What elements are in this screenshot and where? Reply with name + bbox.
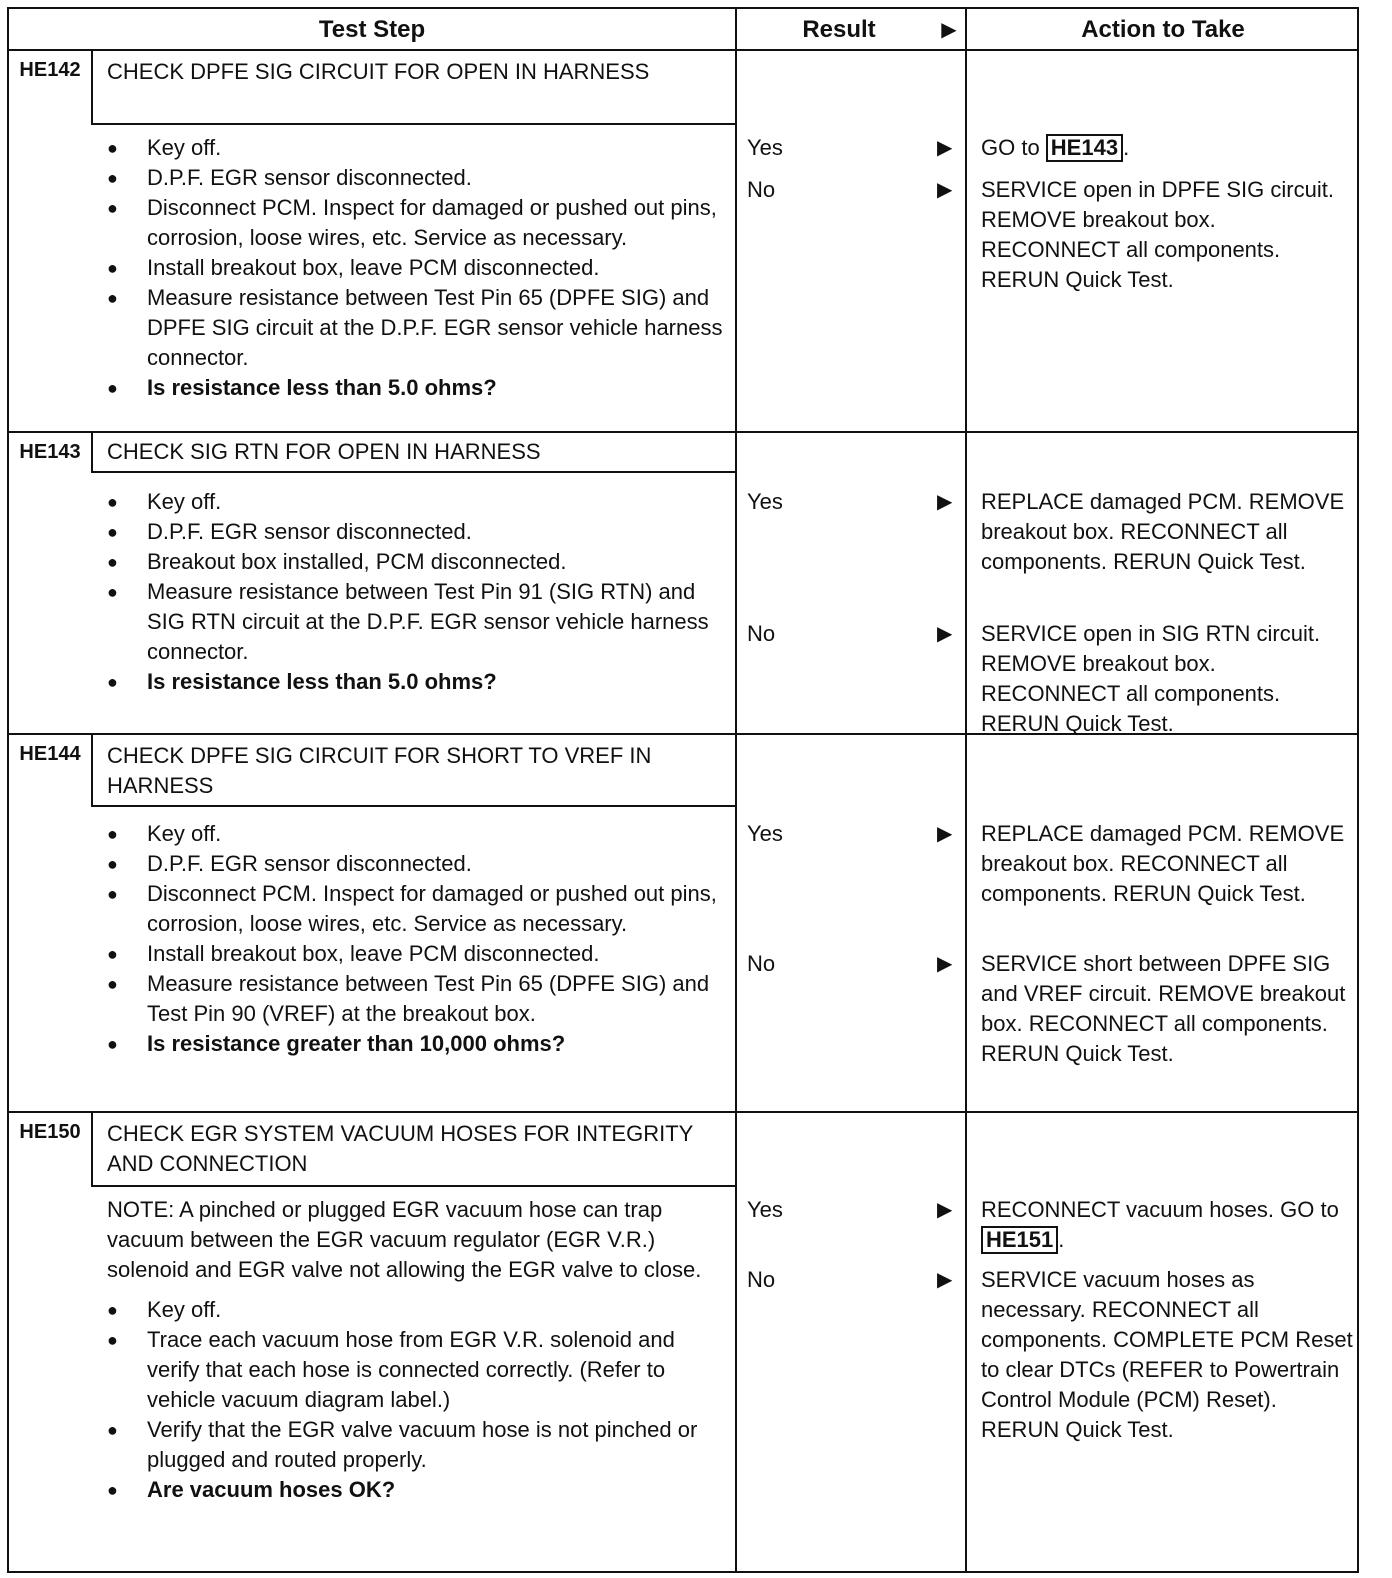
list-item: ● Verify that the EGR valve vacuum hose is not pinched or plugged and routed properly.	[107, 1415, 727, 1475]
header-result: Result	[802, 16, 876, 43]
step-title: CHECK SIG RTN FOR OPEN IN HARNESS	[107, 439, 541, 464]
step-title: CHECK EGR SYSTEM VACUUM HOSES FOR INTEGRITY AND CONNECTION	[107, 1121, 693, 1176]
arrow-icon: ▶	[937, 1269, 953, 1291]
step-code: HE144	[19, 743, 81, 765]
step-code: HE142	[19, 59, 81, 81]
result-yes: Yes	[747, 1197, 783, 1222]
arrow-icon: ▶	[937, 953, 953, 975]
header-test-step: Test Step	[318, 16, 426, 43]
list-item: ● D.P.F. EGR sensor disconnected.	[107, 517, 727, 547]
result-yes: Yes	[747, 135, 783, 160]
action-no: SERVICE open in SIG RTN circuit. REMOVE breakout box. RECONNECT all components. RERUN Quick Test.	[981, 621, 1321, 736]
step-body	[107, 1195, 727, 1505]
action-no: SERVICE vacuum hoses as necessary. RECONNECT all components. COMPLETE PCM Reset to clear DTCs (REFER to Powertrain Control Module (PCM) Reset). RERUN Quick Test.	[981, 1267, 1353, 1442]
step-note: NOTE: A pinched or plugged EGR vacuum hose can trap vacuum between the EGR vacuum regulator (EGR V.R.) solenoid and EGR valve not allowing the EGR valve to close.	[107, 1197, 702, 1282]
list-item: ● Install breakout box, leave PCM disconnected.	[107, 253, 727, 283]
list-item: ● Install breakout box, leave PCM disconnected.	[107, 939, 727, 969]
code-divider	[91, 735, 93, 805]
action-no: SERVICE open in DPFE SIG circuit. REMOVE breakout box. RECONNECT all components. RERUN Quick Test.	[981, 177, 1334, 292]
list-item: ● Disconnect PCM. Inspect for damaged or pushed out pins, corrosion, loose wires, etc. Service as necessary.	[107, 879, 727, 939]
title-divider	[91, 1185, 735, 1187]
arrow-icon: ▶	[937, 179, 953, 201]
title-divider	[91, 805, 735, 807]
action-yes	[981, 1195, 1359, 1255]
step-code: HE143	[19, 441, 81, 463]
list-item: ● Key off.	[107, 819, 727, 849]
step-he150	[9, 1113, 1357, 1571]
result-no: No	[747, 1267, 776, 1292]
code-divider	[91, 433, 93, 471]
step-body	[107, 133, 727, 403]
list-item: ● Key off.	[107, 1295, 727, 1325]
list-item: ● Measure resistance between Test Pin 91 (SIG RTN) and SIG RTN circuit at the D.P.F. EGR sensor vehicle harness connector.	[107, 577, 727, 667]
title-divider	[91, 123, 735, 125]
header-arrow-icon: ▶	[941, 19, 957, 41]
arrow-icon: ▶	[937, 823, 953, 845]
action-text: GO to	[981, 135, 1046, 160]
action-no: SERVICE short between DPFE SIG and VREF circuit. REMOVE breakout box. RECONNECT all components. RERUN Quick Test.	[981, 951, 1346, 1066]
list-item: ● Disconnect PCM. Inspect for damaged or pushed out pins, corrosion, loose wires, etc. Service as necessary.	[107, 193, 727, 253]
list-item: ● Breakout box installed, PCM disconnected.	[107, 547, 727, 577]
arrow-icon: ▶	[937, 491, 953, 513]
result-no: No	[747, 177, 776, 202]
result-yes: Yes	[747, 489, 783, 514]
step-title: CHECK DPFE SIG CIRCUIT FOR SHORT TO VREF IN HARNESS	[107, 743, 652, 798]
result-no: No	[747, 621, 776, 646]
step-body	[107, 819, 727, 1059]
title-divider	[91, 471, 735, 473]
step-question: ● Is resistance less than 5.0 ohms?	[107, 373, 727, 403]
step-title: CHECK DPFE SIG CIRCUIT FOR OPEN IN HARNESS	[107, 59, 650, 84]
step-body	[107, 487, 727, 697]
action-yes: REPLACE damaged PCM. REMOVE breakout box. RECONNECT all components. RERUN Quick Test.	[981, 489, 1345, 574]
result-no: No	[747, 951, 776, 976]
code-divider	[91, 51, 93, 123]
list-item: ● Key off.	[107, 487, 727, 517]
list-item: ● D.P.F. EGR sensor disconnected.	[107, 163, 727, 193]
step-code: HE150	[19, 1121, 81, 1143]
list-item: ● Measure resistance between Test Pin 65 (DPFE SIG) and Test Pin 90 (VREF) at the breakout box.	[107, 969, 727, 1029]
list-item: ● Key off.	[107, 133, 727, 163]
step-he142	[9, 51, 1357, 433]
step-question: ● Are vacuum hoses OK?	[107, 1475, 727, 1505]
step-he144	[9, 735, 1357, 1113]
diagnostic-table	[7, 7, 1359, 1573]
action-text: RECONNECT vacuum hoses. GO to	[981, 1197, 1339, 1222]
table-header	[9, 9, 1357, 51]
action-yes	[981, 133, 1359, 163]
step-he143	[9, 433, 1357, 735]
arrow-icon: ▶	[937, 623, 953, 645]
action-yes: REPLACE damaged PCM. REMOVE breakout box. RECONNECT all components. RERUN Quick Test.	[981, 821, 1345, 906]
list-item: ● Measure resistance between Test Pin 65 (DPFE SIG) and DPFE SIG circuit at the D.P.F. EGR sensor vehicle harness connector.	[107, 283, 727, 373]
list-item: ● Trace each vacuum hose from EGR V.R. solenoid and verify that each hose is connected correctly. (Refer to vehicle vacuum diagram label.)	[107, 1325, 727, 1415]
step-reference-he143: HE143	[1046, 134, 1123, 162]
list-item: ● D.P.F. EGR sensor disconnected.	[107, 849, 727, 879]
step-question: ● Is resistance less than 5.0 ohms?	[107, 667, 727, 697]
arrow-icon: ▶	[937, 1199, 953, 1221]
action-text: .	[1058, 1227, 1065, 1252]
header-action: Action to Take	[1081, 16, 1245, 43]
result-yes: Yes	[747, 821, 783, 846]
code-divider	[91, 1113, 93, 1185]
action-text: .	[1123, 135, 1130, 160]
arrow-icon: ▶	[937, 137, 953, 159]
step-question: ● Is resistance greater than 10,000 ohms?	[107, 1029, 727, 1059]
step-reference-he151: HE151	[981, 1226, 1058, 1254]
